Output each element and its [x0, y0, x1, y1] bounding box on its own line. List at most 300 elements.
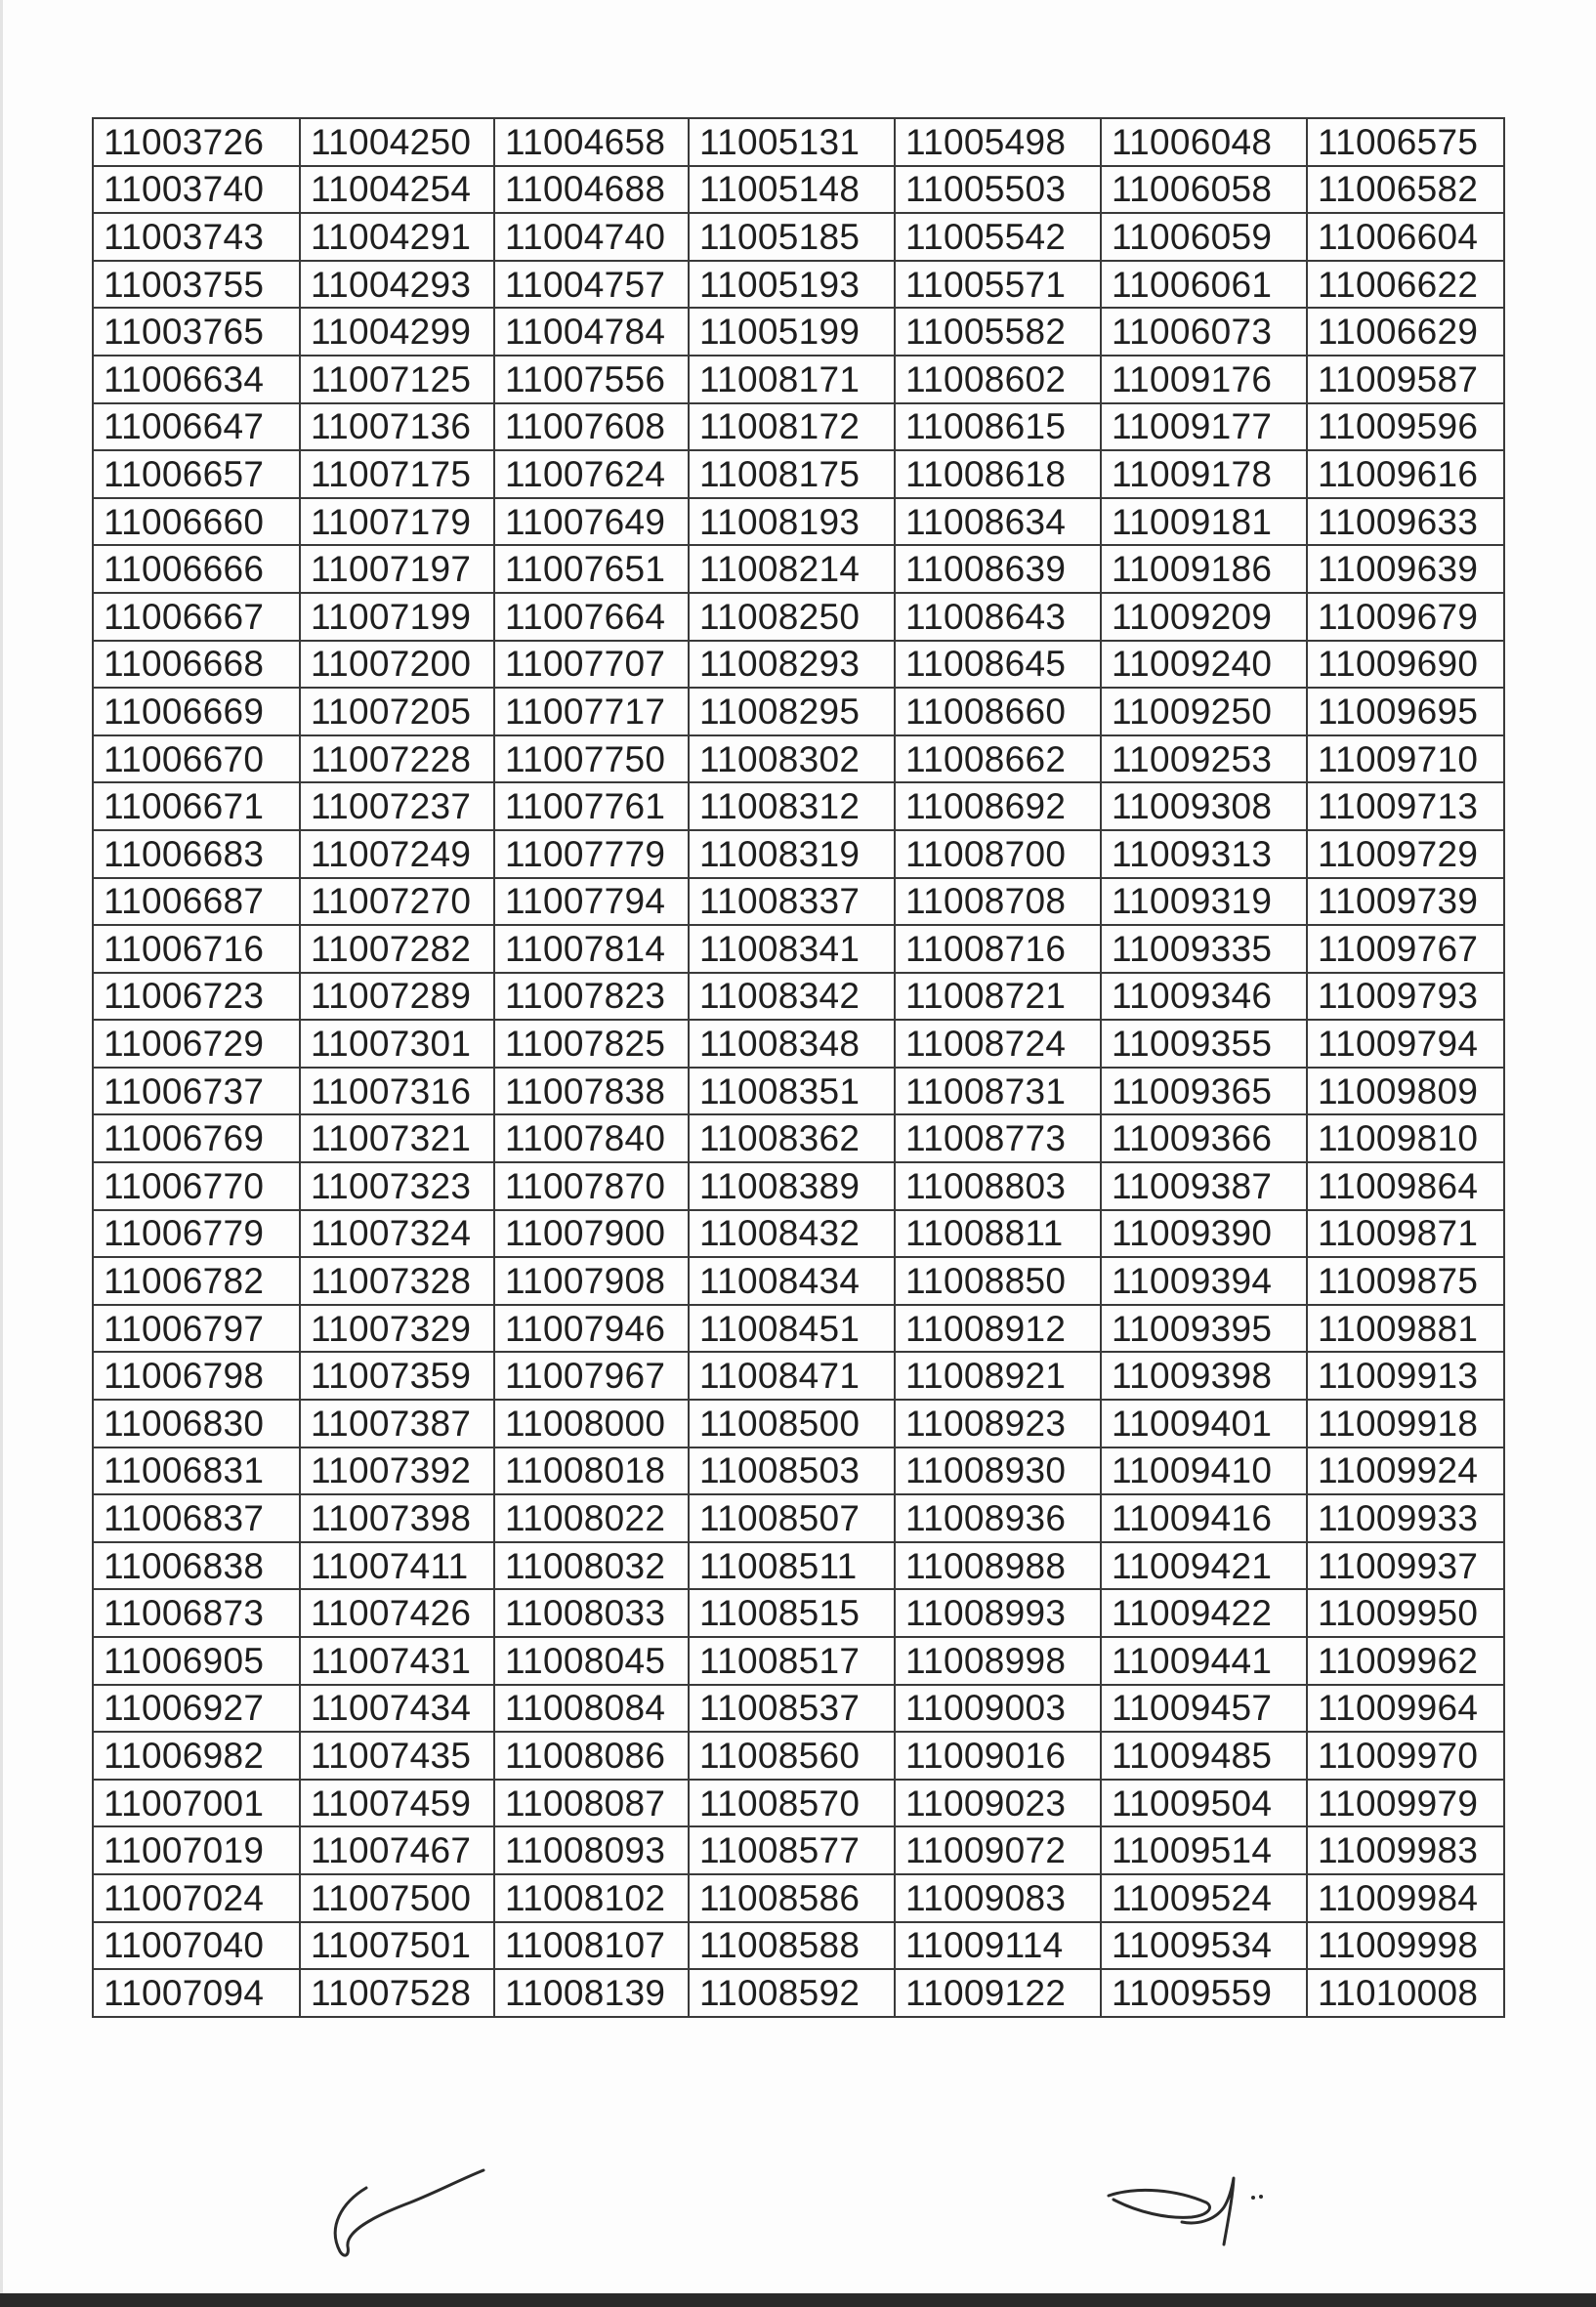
table-cell: 11009871 [1307, 1210, 1504, 1258]
table-cell: 11008731 [895, 1068, 1101, 1115]
table-cell: 11009596 [1307, 403, 1504, 451]
table-cell: 11007328 [300, 1257, 494, 1305]
table-cell: 11008319 [689, 830, 895, 878]
scan-edge [0, 0, 3, 2293]
table-cell: 11008172 [689, 403, 895, 451]
table-cell: 11007199 [300, 593, 494, 641]
table-cell: 11008093 [494, 1826, 689, 1874]
table-cell: 11008645 [895, 641, 1101, 689]
table-cell: 11009308 [1101, 782, 1307, 830]
table-cell: 11008293 [689, 641, 895, 689]
table-row [93, 1068, 1504, 1115]
table-cell: 11008451 [689, 1305, 895, 1353]
table-cell: 11008432 [689, 1210, 895, 1258]
table-cell: 11007197 [300, 545, 494, 593]
table-cell: 11006058 [1101, 166, 1307, 214]
table-row [93, 1305, 1504, 1353]
table-cell: 11005498 [895, 118, 1101, 166]
table-cell: 11007125 [300, 356, 494, 403]
table-cell: 11003726 [93, 118, 300, 166]
table-cell: 11007838 [494, 1068, 689, 1115]
table-cell: 11009924 [1307, 1447, 1504, 1495]
table-cell: 11009176 [1101, 356, 1307, 403]
table-cell: 11008537 [689, 1685, 895, 1733]
table-cell: 11004293 [300, 261, 494, 309]
table-cell: 11008592 [689, 1969, 895, 2017]
table-cell: 11006798 [93, 1352, 300, 1400]
table-cell: 11009366 [1101, 1114, 1307, 1162]
table-cell: 11006769 [93, 1114, 300, 1162]
table-row [93, 1162, 1504, 1210]
table-cell: 11008337 [689, 878, 895, 926]
table-cell: 11006737 [93, 1068, 300, 1115]
table-cell: 11004254 [300, 166, 494, 214]
table-cell: 11009003 [895, 1685, 1101, 1733]
table-cell: 11006657 [93, 450, 300, 498]
table-cell: 11005199 [689, 308, 895, 356]
table-cell: 11004688 [494, 166, 689, 214]
table-cell: 11007001 [93, 1780, 300, 1827]
table-cell: 11007289 [300, 973, 494, 1021]
table-cell: 11007205 [300, 688, 494, 735]
table-row [93, 782, 1504, 830]
table-cell: 11009355 [1101, 1020, 1307, 1068]
table-cell: 11006838 [93, 1542, 300, 1590]
table-cell: 11008700 [895, 830, 1101, 878]
table-cell: 11008803 [895, 1162, 1101, 1210]
table-cell: 11008998 [895, 1637, 1101, 1685]
table-cell: 11005542 [895, 213, 1101, 261]
table-cell: 11009023 [895, 1780, 1101, 1827]
table-row [93, 1447, 1504, 1495]
table-cell: 11009937 [1307, 1542, 1504, 1590]
table-cell: 11004740 [494, 213, 689, 261]
table-cell: 11009864 [1307, 1162, 1504, 1210]
table-cell: 11004250 [300, 118, 494, 166]
table-cell: 11009016 [895, 1732, 1101, 1780]
table-cell: 11003765 [93, 308, 300, 356]
table-cell: 11007392 [300, 1447, 494, 1495]
table-cell: 11006716 [93, 925, 300, 973]
table-cell: 11008000 [494, 1400, 689, 1447]
table-cell: 11009186 [1101, 545, 1307, 593]
table-row [93, 450, 1504, 498]
table-cell: 11006604 [1307, 213, 1504, 261]
table-row [93, 498, 1504, 546]
table-cell: 11009181 [1101, 498, 1307, 546]
table-row [93, 735, 1504, 783]
table-cell: 11007900 [494, 1210, 689, 1258]
table-cell: 11007707 [494, 641, 689, 689]
table-cell: 11009422 [1101, 1589, 1307, 1637]
table-cell: 11007840 [494, 1114, 689, 1162]
table-cell: 11007024 [93, 1874, 300, 1922]
table-cell: 11009083 [895, 1874, 1101, 1922]
table-cell: 11004784 [494, 308, 689, 356]
table-cell: 11008045 [494, 1637, 689, 1685]
table-cell: 11007228 [300, 735, 494, 783]
table-cell: 11006687 [93, 878, 300, 926]
table-cell: 11009679 [1307, 593, 1504, 641]
table-cell: 11009072 [895, 1826, 1101, 1874]
table-cell: 11009587 [1307, 356, 1504, 403]
table-cell: 11006582 [1307, 166, 1504, 214]
table-cell: 11009767 [1307, 925, 1504, 973]
table-cell: 11007136 [300, 403, 494, 451]
table-cell: 11009390 [1101, 1210, 1307, 1258]
table-cell: 11007329 [300, 1305, 494, 1353]
table-row [93, 261, 1504, 309]
table-cell: 11008214 [689, 545, 895, 593]
table-cell: 11006575 [1307, 118, 1504, 166]
table-cell: 11006634 [93, 356, 300, 403]
table-cell: 11007387 [300, 1400, 494, 1447]
table-cell: 11008692 [895, 782, 1101, 830]
table-cell: 11008102 [494, 1874, 689, 1922]
table-cell: 11008923 [895, 1400, 1101, 1447]
table-cell: 11008921 [895, 1352, 1101, 1400]
table-cell: 11007411 [300, 1542, 494, 1590]
table-cell: 11009240 [1101, 641, 1307, 689]
table-cell: 11006982 [93, 1732, 300, 1780]
table-cell: 11008639 [895, 545, 1101, 593]
table-cell: 11009639 [1307, 545, 1504, 593]
table-cell: 11004299 [300, 308, 494, 356]
table-cell: 11007528 [300, 1969, 494, 2017]
table-row [93, 878, 1504, 926]
table-cell: 11007750 [494, 735, 689, 783]
table-cell: 11008139 [494, 1969, 689, 2017]
table-cell: 11008993 [895, 1589, 1101, 1637]
table-cell: 11006830 [93, 1400, 300, 1447]
table-cell: 11008618 [895, 450, 1101, 498]
table-cell: 11009410 [1101, 1447, 1307, 1495]
table-cell: 11006683 [93, 830, 300, 878]
table-cell: 11009984 [1307, 1874, 1504, 1922]
table-cell: 11008351 [689, 1068, 895, 1115]
table-cell: 11009313 [1101, 830, 1307, 878]
table-cell: 11009559 [1101, 1969, 1307, 2017]
table-cell: 11007175 [300, 450, 494, 498]
table-cell: 11008500 [689, 1400, 895, 1447]
table-cell: 11008295 [689, 688, 895, 735]
table-cell: 11006668 [93, 641, 300, 689]
table-cell: 11006669 [93, 688, 300, 735]
table-cell: 11008107 [494, 1922, 689, 1970]
table-cell: 11008341 [689, 925, 895, 973]
table-cell: 11009875 [1307, 1257, 1504, 1305]
table-cell: 11009913 [1307, 1352, 1504, 1400]
table-cell: 11006059 [1101, 213, 1307, 261]
table-row [93, 1114, 1504, 1162]
table-cell: 11007321 [300, 1114, 494, 1162]
table-cell: 11008022 [494, 1494, 689, 1542]
table-cell: 11008724 [895, 1020, 1101, 1068]
table-cell: 11008193 [689, 498, 895, 546]
table-cell: 11005582 [895, 308, 1101, 356]
table-row [93, 166, 1504, 214]
table-row [93, 308, 1504, 356]
table-cell: 11007870 [494, 1162, 689, 1210]
table-cell: 11008084 [494, 1685, 689, 1733]
table-cell: 11006073 [1101, 308, 1307, 356]
table-cell: 11007761 [494, 782, 689, 830]
table-cell: 11009401 [1101, 1400, 1307, 1447]
table-cell: 11007237 [300, 782, 494, 830]
table-cell: 11009633 [1307, 498, 1504, 546]
table-cell: 11007459 [300, 1780, 494, 1827]
table-cell: 11009177 [1101, 403, 1307, 451]
table-cell: 11007316 [300, 1068, 494, 1115]
table-cell: 11007651 [494, 545, 689, 593]
table-cell: 11009114 [895, 1922, 1101, 1970]
table-cell: 11009962 [1307, 1637, 1504, 1685]
table-cell: 11007324 [300, 1210, 494, 1258]
table-cell: 11008850 [895, 1257, 1101, 1305]
table-cell: 11008716 [895, 925, 1101, 973]
table-cell: 11009729 [1307, 830, 1504, 878]
table-cell: 11007946 [494, 1305, 689, 1353]
table-cell: 11008312 [689, 782, 895, 830]
table-row [93, 213, 1504, 261]
table-cell: 11009881 [1307, 1305, 1504, 1353]
table-cell: 11007608 [494, 403, 689, 451]
table-cell: 11009810 [1307, 1114, 1504, 1162]
table-cell: 11009534 [1101, 1922, 1307, 1970]
table-cell: 11008988 [895, 1542, 1101, 1590]
table-cell: 11009319 [1101, 878, 1307, 926]
table-cell: 11009695 [1307, 688, 1504, 735]
table-row [93, 973, 1504, 1021]
table-cell: 11009387 [1101, 1162, 1307, 1210]
table-cell: 11007094 [93, 1969, 300, 2017]
table-cell: 11007435 [300, 1732, 494, 1780]
table-cell: 11007270 [300, 878, 494, 926]
table-cell: 11009346 [1101, 973, 1307, 1021]
table-row [93, 1826, 1504, 1874]
table-cell: 11008032 [494, 1542, 689, 1590]
table-cell: 11008662 [895, 735, 1101, 783]
table-row [93, 925, 1504, 973]
table-cell: 11006667 [93, 593, 300, 641]
table-row [93, 1020, 1504, 1068]
table-cell: 11009950 [1307, 1589, 1504, 1637]
table-cell: 11007431 [300, 1637, 494, 1685]
table-row [93, 1685, 1504, 1733]
table-cell: 11009485 [1101, 1732, 1307, 1780]
table-cell: 11007825 [494, 1020, 689, 1068]
table-cell: 11009979 [1307, 1780, 1504, 1827]
table-cell: 11008811 [895, 1210, 1101, 1258]
table-cell: 11007717 [494, 688, 689, 735]
table-body [93, 118, 1504, 2017]
table-cell: 11006873 [93, 1589, 300, 1637]
table-cell: 11008507 [689, 1494, 895, 1542]
table-cell: 11008517 [689, 1637, 895, 1685]
table-cell: 11008588 [689, 1922, 895, 1970]
table-cell: 11009250 [1101, 688, 1307, 735]
table-cell: 11007323 [300, 1162, 494, 1210]
table-cell: 11009690 [1307, 641, 1504, 689]
table-cell: 11007434 [300, 1685, 494, 1733]
table-cell: 11006048 [1101, 118, 1307, 166]
table-cell: 11007814 [494, 925, 689, 973]
table-cell: 11006629 [1307, 308, 1504, 356]
table-row [93, 1637, 1504, 1685]
table-cell: 11009964 [1307, 1685, 1504, 1733]
table-cell: 11009970 [1307, 1732, 1504, 1780]
table-cell: 11006797 [93, 1305, 300, 1353]
table-cell: 11009793 [1307, 973, 1504, 1021]
table-cell: 11007301 [300, 1020, 494, 1068]
table-cell: 11006770 [93, 1162, 300, 1210]
table-cell: 11009421 [1101, 1542, 1307, 1590]
table-cell: 11008342 [689, 973, 895, 1021]
table-cell: 11005503 [895, 166, 1101, 214]
table-cell: 11009209 [1101, 593, 1307, 641]
table-row [93, 545, 1504, 593]
table-cell: 11009394 [1101, 1257, 1307, 1305]
table-cell: 11008033 [494, 1589, 689, 1637]
table-cell: 11003740 [93, 166, 300, 214]
table-cell: 11008912 [895, 1305, 1101, 1353]
table-cell: 11007501 [300, 1922, 494, 1970]
table-cell: 11007019 [93, 1826, 300, 1874]
table-cell: 11006782 [93, 1257, 300, 1305]
table-cell: 11009122 [895, 1969, 1101, 2017]
table-cell: 11007794 [494, 878, 689, 926]
table-cell: 11003755 [93, 261, 300, 309]
left-signature [322, 2159, 498, 2276]
table-row [93, 593, 1504, 641]
table-row [93, 118, 1504, 166]
table-cell: 11009933 [1307, 1494, 1504, 1542]
table-cell: 11006660 [93, 498, 300, 546]
table-cell: 11008086 [494, 1732, 689, 1780]
table-cell: 11007779 [494, 830, 689, 878]
table-cell: 11010008 [1307, 1969, 1504, 2017]
table-row [93, 1874, 1504, 1922]
table-cell: 11009398 [1101, 1352, 1307, 1400]
table-cell: 11009998 [1307, 1922, 1504, 1970]
table-cell: 11008643 [895, 593, 1101, 641]
table-cell: 11007426 [300, 1589, 494, 1637]
table-row [93, 1542, 1504, 1590]
table-cell: 11009983 [1307, 1826, 1504, 1874]
table-row [93, 1589, 1504, 1637]
table-cell: 11008471 [689, 1352, 895, 1400]
table-cell: 11009794 [1307, 1020, 1504, 1068]
table-cell: 11006905 [93, 1637, 300, 1685]
table-cell: 11009395 [1101, 1305, 1307, 1353]
table-cell: 11005131 [689, 118, 895, 166]
table-cell: 11007823 [494, 973, 689, 1021]
table-cell: 11006671 [93, 782, 300, 830]
table-cell: 11008721 [895, 973, 1101, 1021]
table-cell: 11008389 [689, 1162, 895, 1210]
table-row [93, 356, 1504, 403]
table-cell: 11008362 [689, 1114, 895, 1162]
table-row [93, 1210, 1504, 1258]
table-cell: 11008708 [895, 878, 1101, 926]
table-cell: 11009713 [1307, 782, 1504, 830]
table-cell: 11006666 [93, 545, 300, 593]
table-cell: 11007179 [300, 498, 494, 546]
table-row [93, 1969, 1504, 2017]
table-cell: 11007556 [494, 356, 689, 403]
table-cell: 11009918 [1307, 1400, 1504, 1447]
table-row [93, 641, 1504, 689]
table-cell: 11008515 [689, 1589, 895, 1637]
table-cell: 11009710 [1307, 735, 1504, 783]
table-cell: 11007624 [494, 450, 689, 498]
table-cell: 11009616 [1307, 450, 1504, 498]
table-cell: 11007200 [300, 641, 494, 689]
table-row [93, 830, 1504, 878]
table-cell: 11007908 [494, 1257, 689, 1305]
table-cell: 11007664 [494, 593, 689, 641]
table-row [93, 1400, 1504, 1447]
table-cell: 11005185 [689, 213, 895, 261]
roll-number-table [92, 117, 1505, 2018]
table-cell: 11008018 [494, 1447, 689, 1495]
table-cell: 11007249 [300, 830, 494, 878]
table-cell: 11007359 [300, 1352, 494, 1400]
table-cell: 11008615 [895, 403, 1101, 451]
table-cell: 11006670 [93, 735, 300, 783]
table-cell: 11006729 [93, 1020, 300, 1068]
table-cell: 11003743 [93, 213, 300, 261]
table-cell: 11006779 [93, 1210, 300, 1258]
table-cell: 11009253 [1101, 735, 1307, 783]
table-cell: 11007398 [300, 1494, 494, 1542]
table-cell: 11009504 [1101, 1780, 1307, 1827]
table-cell: 11007649 [494, 498, 689, 546]
table-cell: 11006723 [93, 973, 300, 1021]
table-cell: 11009809 [1307, 1068, 1504, 1115]
table-cell: 11008302 [689, 735, 895, 783]
table-cell: 11008570 [689, 1780, 895, 1827]
table-cell: 11008773 [895, 1114, 1101, 1162]
table-cell: 11009524 [1101, 1874, 1307, 1922]
table-cell: 11005148 [689, 166, 895, 214]
table-row [93, 1494, 1504, 1542]
table-cell: 11006647 [93, 403, 300, 451]
table-cell: 11008250 [689, 593, 895, 641]
table-cell: 11008577 [689, 1826, 895, 1874]
table-cell: 11008586 [689, 1874, 895, 1922]
table-cell: 11006622 [1307, 261, 1504, 309]
table-row [93, 1732, 1504, 1780]
table-row [93, 688, 1504, 735]
table-cell: 11008511 [689, 1542, 895, 1590]
table-cell: 11007467 [300, 1826, 494, 1874]
table-cell: 11009365 [1101, 1068, 1307, 1115]
table-row [93, 1780, 1504, 1827]
table-cell: 11005571 [895, 261, 1101, 309]
table-cell: 11006061 [1101, 261, 1307, 309]
table-cell: 11004658 [494, 118, 689, 166]
table-cell: 11007282 [300, 925, 494, 973]
table-cell: 11008602 [895, 356, 1101, 403]
table-cell: 11007040 [93, 1922, 300, 1970]
table-cell: 11009441 [1101, 1637, 1307, 1685]
table-cell: 11008503 [689, 1447, 895, 1495]
table-cell: 11005193 [689, 261, 895, 309]
table-cell: 11008936 [895, 1494, 1101, 1542]
table-row [93, 1352, 1504, 1400]
table-cell: 11008660 [895, 688, 1101, 735]
